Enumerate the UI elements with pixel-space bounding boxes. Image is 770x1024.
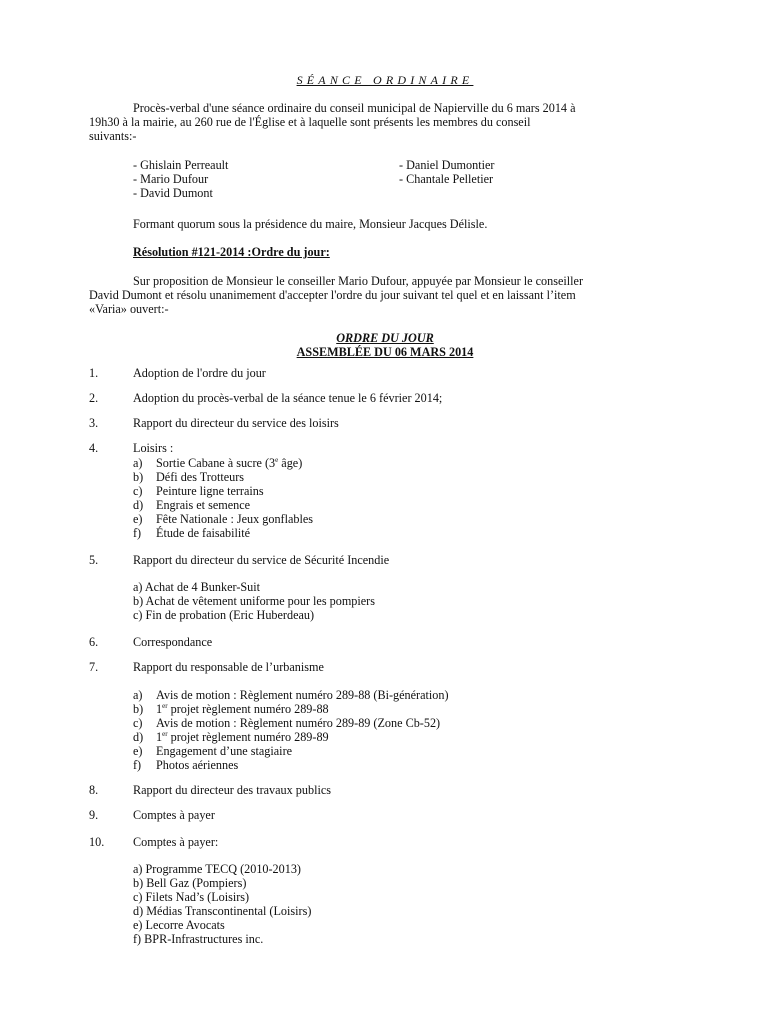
subitem-letter: d) [133,498,144,512]
subitem-text: Photos aériennes [156,758,239,772]
member-left: - Mario Dufour [133,172,209,186]
agenda-item-text: Correspondance [133,635,213,649]
subitem-text: Étude de faisabilité [156,526,251,540]
agenda-title: ORDRE DU JOUR [336,331,434,345]
subitem-letter: a) [133,456,143,470]
subitem-text: e) Lecorre Avocats [133,918,225,932]
subitem-letter: f) [133,526,142,540]
agenda-item-text: Loisirs : [133,441,174,455]
subitem-text: Avis de motion : Règlement numéro 289-88 (Bi-génération) [156,688,449,702]
member-right: - Chantale Pelletier [399,172,494,186]
subitem-text: a) Achat de 4 Bunker-Suit [133,580,261,594]
subitem-text: d) Médias Transcontinental (Loisirs) [133,904,312,918]
document-title: SÉANCE ORDINAIRE [296,73,474,87]
agenda-item-number: 5. [89,553,99,567]
subitem-letter: b) [133,470,144,484]
subitem-letter: d) [133,730,144,744]
subitem-letter: e) [133,744,143,758]
subitem-text: Défi des Trotteurs [156,470,245,484]
subitem-text: Sortie Cabane à sucre (3e âge) [156,456,303,470]
agenda-item-number: 7. [89,660,99,674]
subitem-text: b) Achat de vêtement uniforme pour les pompiers [133,594,375,608]
subitem-text: 1er projet règlement numéro 289-88 [156,702,329,716]
superscript: er [162,702,168,710]
subitem-letter: f) [133,758,142,772]
agenda-item-text: Adoption de l'ordre du jour [133,366,266,380]
intro-line-2: 19h30 à la mairie, au 260 rue de l'Église et à laquelle sont présents les membres du conseil [89,115,531,129]
subitem-letter: e) [133,512,143,526]
agenda-item-text: Rapport du directeur des travaux publics [133,783,331,797]
agenda-item-number: 9. [89,808,99,822]
quorum-text: Formant quorum sous la présidence du maire, Monsieur Jacques Délisle. [133,217,488,231]
subitem-letter: b) [133,702,144,716]
subitem-letter: c) [133,716,143,730]
resolution-heading: Résolution #121-2014 :Ordre du jour: [133,245,330,259]
subitem-letter: c) [133,484,143,498]
subitem-letter: a) [133,688,143,702]
member-right: - Daniel Dumontier [399,158,495,172]
subitem-text: c) Filets Nad’s (Loisirs) [133,890,250,904]
agenda-item-text: Rapport du directeur du service des loisirs [133,416,339,430]
agenda-item-number: 1. [89,366,99,380]
agenda-item-number: 4. [89,441,99,455]
agenda-item-number: 3. [89,416,99,430]
subitem-text: 1er projet règlement numéro 289-89 [156,730,329,744]
member-left: - David Dumont [133,186,213,200]
agenda-item-text: Rapport du responsable de l’urbanisme [133,660,324,674]
proposal-line-1: Sur proposition de Monsieur le conseiller Mario Dufour, appuyée par Monsieur le conseiller [133,274,583,288]
superscript: er [162,730,168,738]
subitem-text: b) Bell Gaz (Pompiers) [133,876,247,890]
agenda-item-text: Comptes à payer: [133,835,219,849]
subitem-text: Peinture ligne terrains [156,484,264,498]
subitem-text: f) BPR-Infrastructures inc. [133,932,264,946]
subitem-text: Engrais et semence [156,498,251,512]
agenda-item-number: 10. [89,835,105,849]
subitem-text: Fête Nationale : Jeux gonflables [156,512,314,526]
member-left: - Ghislain Perreault [133,158,229,172]
agenda-item-text: Comptes à payer [133,808,215,822]
agenda-item-number: 2. [89,391,99,405]
intro-line-1: Procès-verbal d'une séance ordinaire du conseil municipal de Napierville du 6 mars 2014 à [133,101,576,115]
agenda-item-text: Adoption du procès-verbal de la séance tenue le 6 février 2014; [133,391,443,405]
superscript: e [275,456,279,464]
agenda-item-text: Rapport du directeur du service de Sécurité Incendie [133,553,390,567]
subitem-text: a) Programme TECQ (2010-2013) [133,862,301,876]
proposal-line-2: David Dumont et résolu unanimement d'accepter l'ordre du jour suivant tel quel et en laissant l’item [89,288,576,302]
agenda-item-number: 6. [89,635,99,649]
proposal-line-3: «Varia» ouvert:- [89,302,169,316]
subitem-text: c) Fin de probation (Eric Huberdeau) [133,608,315,622]
agenda-item-number: 8. [89,783,99,797]
intro-line-3: suivants:- [89,129,137,143]
agenda-subtitle: ASSEMBLÉE DU 06 MARS 2014 [296,345,474,359]
subitem-text: Avis de motion : Règlement numéro 289-89 (Zone Cb-52) [156,716,441,730]
subitem-text: Engagement d’une stagiaire [156,744,293,758]
